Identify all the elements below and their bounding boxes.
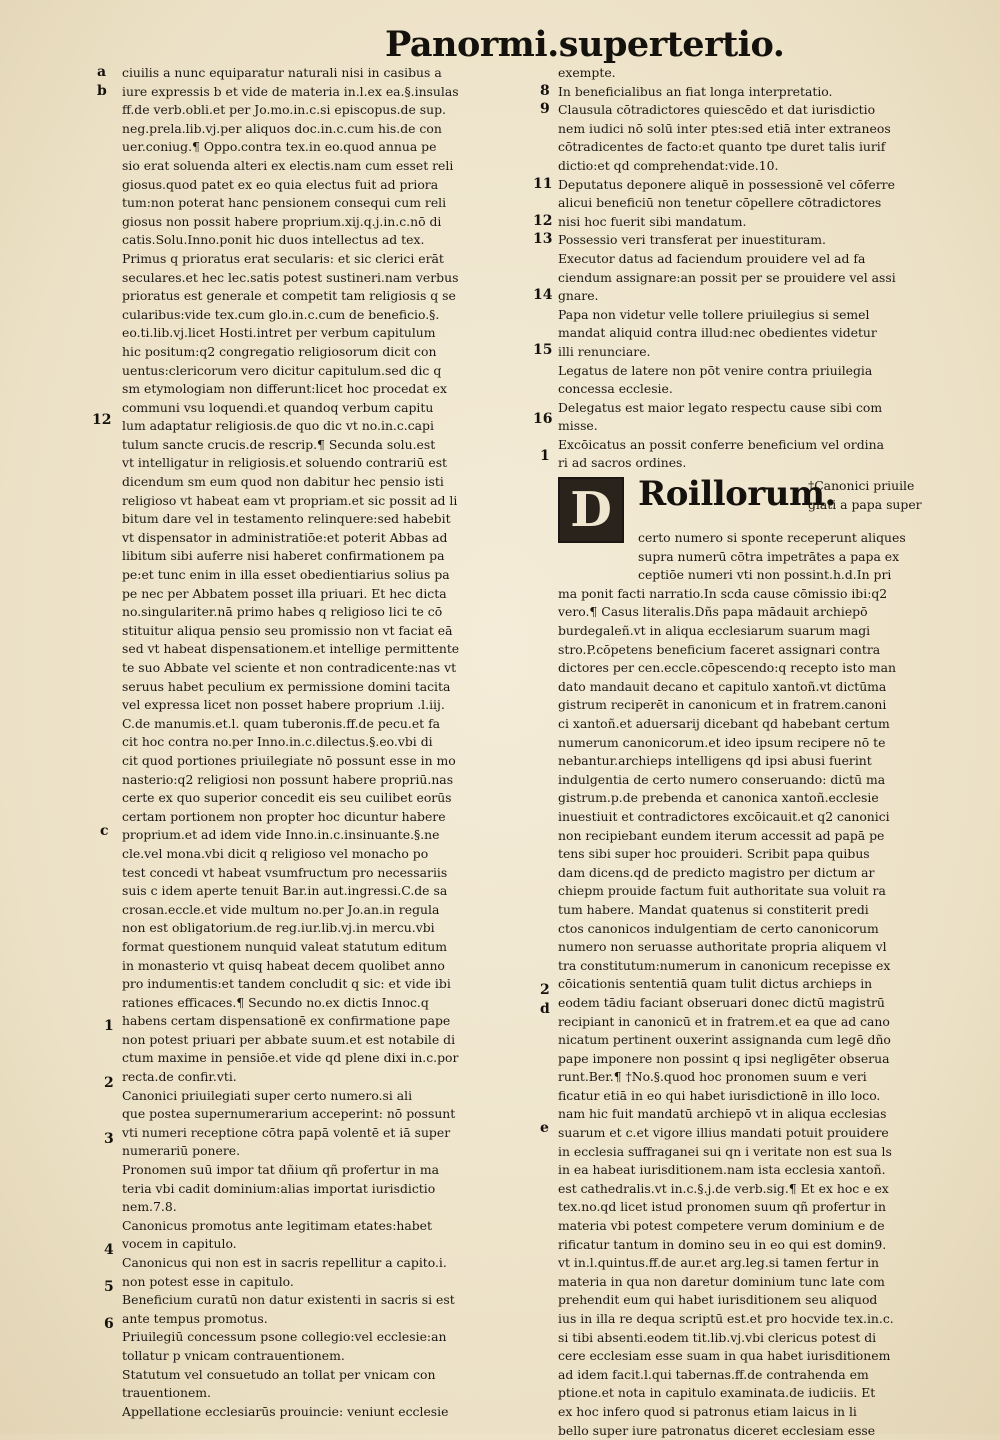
text-line: suis c idem aperte tenuit Bar.in aut.ingressi.C.de sa <box>122 883 448 899</box>
text-line: tex.no.qd licet istud pronomen suum qñ profertur in <box>558 1199 887 1215</box>
text-line: giosus non possit habere proprium.xij.q.j.in.c.nō di <box>122 213 442 229</box>
margin-mark-16: 16 <box>533 411 553 427</box>
text-line: certam portionem non propter hoc dicuntur habere <box>122 808 446 824</box>
text-line: ctos canonicos indulgentiam de certo canonicorum <box>558 920 879 936</box>
summary-line: supra numerū cōtra impetrātes a papa ex <box>638 548 900 564</box>
text-line: dictores per cen.eccle.cōpescendo:q recepto isto man <box>558 660 896 676</box>
margin-mark-2: 2 <box>104 1075 114 1091</box>
right-summaries <box>558 64 958 473</box>
text-line: cōicationis sententiā quam tulit dictus archieps in <box>558 976 873 992</box>
right-column <box>558 64 958 1440</box>
summary-line: teria vbi cadit dominium:alias importat iurisdictio <box>122 1180 436 1196</box>
text-line: neg.prela.lib.vj.per aliquos doc.in.c.cum his.de con <box>122 120 442 136</box>
text-line: ius in illa re dequa scriptū est.et pro hocvide tex.in.c. <box>558 1311 894 1326</box>
summary-line: ri ad sacros ordines. <box>558 455 687 471</box>
text-line: burdegaleñ.vt in aliqua ecclesiarum suarum magi <box>558 623 871 639</box>
text-line: non est obligatorium.de reg.iur.lib.vj.in mercu.vbi <box>122 920 435 936</box>
margin-mark-14: 14 <box>533 287 553 303</box>
margin-mark-9: 9 <box>540 101 550 117</box>
text-line: stituitur aliqua pensio seu promissio non vt faciat eā <box>122 622 453 638</box>
text-line: tulum sancte crucis.de rescrip.¶ Secunda solu.est <box>122 436 436 452</box>
summary-line: Executor datus ad faciendum prouidere vel ad fa <box>558 250 866 266</box>
text-line: cit quod portiones priuilegiate nō possunt esse in mo <box>122 752 456 768</box>
text-line: vt intelligatur in religiosis.et soluendo contrariū est <box>122 455 448 471</box>
text-line: eodem tādiu faciant obseruari donec dictū magistrū <box>558 994 885 1010</box>
margin-mark-b: b <box>97 83 107 99</box>
margin-mark-d: d <box>540 1001 550 1017</box>
summary-line: cōtradicentes de facto:et quanto tpe duret talis iurif <box>558 139 886 155</box>
text-line: dam dicens.qd de predicto magistro per dictum ar <box>558 864 875 880</box>
text-line: vel expressa licet non posset habere proprium .l.iij. <box>122 697 445 713</box>
summary-line: gnare. <box>558 288 599 304</box>
margin-mark-2-right: 2 <box>540 982 550 998</box>
rubric-heading-row <box>558 473 958 549</box>
text-line: materia vbi potest competere verum dominium e de <box>558 1218 885 1234</box>
summary-line: Delegatus est maior legato respectu cause sibi com <box>558 399 883 415</box>
text-line: est cathedralis.vt in.c.§.j.de verb.sig.¶ Et ex hoc e ex <box>558 1180 889 1196</box>
summary-line: dictio:et qd comprehendat:vide.10. <box>558 157 779 173</box>
text-line: bello super iure patronatus diceret ecclesiam esse <box>558 1422 876 1438</box>
text-line: gistrum.p.de prebenda et canonica xantoñ.ecclesie <box>558 790 879 806</box>
text-line: proprium.et ad idem vide Inno.in.c.insinuante.§.ne <box>122 827 440 843</box>
summary-line: vocem in capitulo. <box>122 1236 237 1252</box>
summary-line: vti numeri receptione cōtra papā volentē et iā super <box>122 1124 451 1140</box>
left-column <box>122 64 538 1421</box>
right-commentary <box>558 585 958 1440</box>
text-line: ficatur etiā in eo qui habet iurisdictionē in illo loco. <box>558 1087 881 1103</box>
margin-mark-1: 1 <box>104 1018 114 1034</box>
text-line: ci xantoñ.et aduersarij dicebant qd habebant certum <box>558 716 890 731</box>
text-line: tum:non poterat hanc pensionem consequi cum reli <box>122 195 447 211</box>
text-line: ctum maxime in pensiōe.et vide qd plene dixi in.c.por <box>122 1050 459 1066</box>
text-line: ptione.et nota in capitulo examinata.de iudiciis. Et <box>558 1385 876 1401</box>
summary-line: ante tempus promotus. <box>122 1310 268 1326</box>
margin-mark-12-right: 12 <box>533 213 553 229</box>
text-line: eo.ti.lib.vj.licet Hosti.intret per verbum capitulum <box>122 325 436 341</box>
summary-line: exempte. <box>558 65 616 80</box>
text-line: vero.¶ Casus literalis.Dñs papa mādauit archiepō <box>558 604 868 620</box>
summary-line: Excōicatus an possit conferre beneficium vel ordina <box>558 436 884 452</box>
summary-line: non potest esse in capitulo. <box>122 1273 294 1289</box>
margin-mark-5: 5 <box>104 1279 114 1295</box>
summary-line: ciendum assignare:an possit per se prouidere vel assi <box>558 269 896 285</box>
text-line: rationes efficaces.¶ Secundo no.ex dictis Innoc.q <box>122 994 429 1010</box>
text-line: in ecclesia suffraganei sui qn i veritate non est sua ls <box>558 1143 892 1159</box>
margin-mark-13: 13 <box>533 231 553 247</box>
text-line: religioso vt habeat eam vt propriam.et sic possit ad li <box>122 492 458 508</box>
summary-line: Appellatione ecclesiarūs prouincie: veniunt ecclesie <box>122 1403 449 1419</box>
summary-line: Beneficium curatū non datur existenti in sacris si est <box>122 1292 455 1308</box>
text-line: runt.Ber.¶ †No.§.quod hoc pronomen suum e veri <box>558 1069 867 1085</box>
text-line: bitum dare vel in testamento relinquere:sed habebit <box>122 511 451 527</box>
text-line: tens sibi super hoc prouideri. Scribit papa quibus <box>558 846 870 862</box>
text-line: chiepm prouide factum fuit authoritate sua voluit ra <box>558 883 886 899</box>
text-line: cle.vel mona.vbi dicit q religioso vel monacho po <box>122 845 429 861</box>
text-line: ma ponit facti narratio.In scda cause cōmissio ibi:q2 <box>558 585 888 601</box>
margin-mark-4: 4 <box>104 1242 114 1258</box>
summary-line: nem.7.8. <box>122 1199 177 1215</box>
text-line: inuestiuit et contradictores excōicauit.et q2 canonici <box>558 808 890 824</box>
text-line: uentus:clericorum vero dicitur capitulum.sed dic q <box>122 362 442 378</box>
left-commentary <box>122 64 538 1087</box>
text-line: test concedi vt habeat vsumfructum pro necessariis <box>122 864 448 880</box>
text-line: C.de manumis.et.l. quam tuberonis.ff.de pecu.et fa <box>122 715 441 731</box>
text-line: recta.de confir.vti. <box>122 1069 237 1085</box>
text-line: sed vt habeat dispensationem.et intellige permittente <box>122 641 460 657</box>
text-line: hic positum:q2 congregatio religiosorum dicit con <box>122 343 437 359</box>
left-summaries <box>122 1087 538 1422</box>
summary-line: giati a papa super <box>808 496 922 512</box>
summary-line: Canonicus qui non est in sacris repellitur a capito.i. <box>122 1255 447 1270</box>
summary-line: ceptiōe numeri vti non possint.h.d.In pri <box>638 567 892 583</box>
text-line: communi vsu loquendi.et quandoq verbum capitu <box>122 399 434 415</box>
summary-line: Statutum vel consuetudo an tollat per vnicam con <box>122 1366 436 1382</box>
margin-mark-c: c <box>100 823 109 839</box>
margin-mark-6: 6 <box>104 1316 114 1332</box>
text-line: in ea habeat iurisditionem.nam ista ecclesia xantoñ. <box>558 1162 886 1178</box>
text-line: gistrum reciperēt in canonicum et in fratrem.canoni <box>558 697 887 713</box>
text-line: catis.Solu.Inno.ponit hic duos intellectus ad tex. <box>122 232 425 248</box>
margin-mark-e: e <box>540 1120 549 1136</box>
text-line: recipiant in canonicū et in fratrem.et ea que ad cano <box>558 1013 890 1029</box>
text-line: uer.coniug.¶ Oppo.contra tex.in eo.quod annua pe <box>122 139 437 155</box>
text-line: si tibi absenti.eodem tit.lib.vj.vbi clericus potest di <box>558 1329 877 1345</box>
summary-line: Deputatus deponere aliquē in possessionē vel cōferre <box>558 176 895 192</box>
text-line: nebantur.archieps intelligens qd ipsi abusi fuerint <box>558 753 872 769</box>
text-line: pape imponere non possint q ipsi negligēter obserua <box>558 1050 890 1066</box>
text-line: vt dispensator in administratiōe:et poterit Abbas ad <box>122 529 448 545</box>
summary-line: trauentionem. <box>122 1385 211 1401</box>
summary-line: nisi hoc fuerit sibi mandatum. <box>558 213 747 229</box>
rubric-heading: Roillorum. <box>638 474 836 515</box>
margin-mark-11: 11 <box>533 176 553 192</box>
text-line: crosan.eccle.et vide multum no.per Jo.an.in regula <box>122 901 440 917</box>
text-line: format questionem nunquid valeat statutum editum <box>122 938 447 954</box>
text-line: te suo Abbate vel sciente et non contradicente:nas vt <box>122 660 457 675</box>
text-line: pe:et tunc enim in illa esset obedientiarius solius pa <box>122 567 450 583</box>
page-header: Panormi.supertertio. <box>385 24 785 65</box>
text-line: non recipiebant eundem iterum accessit ad papā pe <box>558 827 885 843</box>
text-line: dato mandauit decano et capitulo xantoñ.vt dictūma <box>558 678 887 694</box>
text-line: pe nec per Abbatem posset illa priuari. Et hec dicta <box>122 585 447 601</box>
summary-line: numerariū ponere. <box>122 1143 241 1159</box>
summary-line: †Canonici priuile <box>808 478 915 494</box>
text-line: cit hoc contra no.per Inno.in.c.dilectus.§.eo.vbi di <box>122 734 433 750</box>
summary-line: certo numero si sponte receperunt aliques <box>638 530 906 546</box>
text-line: cularibus:vide tex.cum glo.in.c.cum de beneficio.§. <box>122 306 440 322</box>
summary-line: illi renunciare. <box>558 343 651 359</box>
text-line: rificatur tantum in domino seu in eo qui est domin9. <box>558 1236 887 1252</box>
text-line: nicatum pertinent ouxerint assignanda cum legē dño <box>558 1032 891 1048</box>
summary-line: Possessio veri transferat per inuestituram. <box>558 232 826 248</box>
text-line: seculares.et hec lec.satis potest sustineri.nam verbus <box>122 269 459 285</box>
text-line: seruus habet peculium ex permissione domini tacita <box>122 678 451 694</box>
summary-line: que postea supernumerarium acceperint: nō possunt <box>122 1106 456 1122</box>
text-line: habens certam dispensationē ex confirmatione pape <box>122 1013 451 1029</box>
summary-line: Priuilegiū concessum psone collegio:vel ecclesie:an <box>122 1329 447 1345</box>
summary-line: misse. <box>558 418 598 434</box>
margin-mark-1-right: 1 <box>540 448 550 464</box>
summary-line: In beneficialibus an fiat longa interpretatio. <box>558 83 833 99</box>
text-line: stro.P.cōpetens beneficium faceret assignari contra <box>558 641 881 657</box>
text-line: Primus q prioratus erat secularis: et sic clerici erāt <box>122 250 444 266</box>
text-line: sio erat soluenda alteri ex electis.nam cum esset reli <box>122 157 454 173</box>
text-line: libitum sibi auferre nisi haberet confirmationem pa <box>122 548 445 564</box>
text-line: iure expressis b et vide de materia in.l.ex ea.§.insulas <box>122 83 459 99</box>
text-line: tum habere. Mandat quatenus si constiterit predi <box>558 901 869 917</box>
summary-line: Clausula cōtradictores quiescēdo et dat iurisdictio <box>558 102 876 118</box>
text-line: no.singulariter.nā primo habes q religioso lici te cō <box>122 604 443 620</box>
text-line: prehendit eum qui habet iurisditionem seu aliquod <box>558 1292 878 1308</box>
text-line: pro indumentis:et tandem concludit q sic: et vide ibi <box>122 976 451 992</box>
summary-line: nem iudici nō solū inter ptes:sed etiā inter extraneos <box>558 120 891 136</box>
margin-mark-15: 15 <box>533 342 553 358</box>
summary-line: Papa non videtur velle tollere priuilegius si semel <box>558 306 870 322</box>
margin-mark-3: 3 <box>104 1131 114 1147</box>
text-line: certe ex quo superior concedit eis seu cuilibet eorūs <box>122 790 452 806</box>
text-line: sm etymologiam non differunt:licet hoc procedat ex <box>122 381 447 397</box>
summary-line: concessa ecclesie. <box>558 381 673 397</box>
text-line: numero non seruasse authoritate propria aliquem vl <box>558 939 887 955</box>
text-line: ex hoc infero quod si patronus etiam laicus in li <box>558 1403 857 1419</box>
text-line: ciuilis a nunc equiparatur naturali nisi in casibus a <box>122 65 442 80</box>
text-line: in monasterio vt quisq habeat decem quolibet anno <box>122 957 445 973</box>
text-line: non potest priuari per abbate suum.et est notabile di <box>122 1031 456 1047</box>
summary-line: mandat aliquid contra illud:nec obedientes videtur <box>558 325 877 341</box>
text-line: nasterio:q2 religiosi non possunt habere propriū.nas <box>122 771 454 787</box>
rubric-summary-start <box>808 477 968 514</box>
text-line: dicendum sm eum quod non dabitur hec pensio isti <box>122 474 444 490</box>
text-line: suarum et c.et vigore illius mandati potuit prouidere <box>558 1125 889 1141</box>
text-line: vt in.l.quintus.ff.de aur.et arg.leg.si tamen fertur in <box>558 1255 880 1271</box>
text-line: indulgentia de certo numero conseruando: dictū ma <box>558 771 886 787</box>
text-line: prioratus est generale et competit tam religiosis q se <box>122 288 456 304</box>
text-line: nam hic fuit mandatū archiepō vt in aliqua ecclesias <box>558 1106 887 1122</box>
text-line: numerum canonicorum.et ideo ipsum recipere nō te <box>558 734 886 750</box>
text-line: ff.de verb.obli.et per Jo.mo.in.c.si episcopus.de sup. <box>122 102 446 118</box>
summary-line: Pronomen suū impor tat dñium qñ profertur in ma <box>122 1162 440 1178</box>
margin-mark-8: 8 <box>540 83 550 99</box>
text-line: ad idem facit.l.qui tabernas.ff.de contrahenda em <box>558 1366 869 1382</box>
summary-line: alicui beneficiū non tenetur cōpellere cōtradictores <box>558 195 882 211</box>
margin-mark-a: a <box>97 64 107 80</box>
summary-line: Legatus de latere non pōt venire contra priuilegia <box>558 362 873 378</box>
text-line: tra constitutum:numerum in canonicum recepisse ex <box>558 957 891 973</box>
text-line: cere ecclesiam esse suam in qua habet iurisditionem <box>558 1348 891 1364</box>
text-line: giosus.quod patet ex eo quia electus fuit ad priora <box>122 176 439 192</box>
summary-line: Canonicus promotus ante legitimam etates:habet <box>122 1217 432 1233</box>
text-line: materia in qua non daretur dominium tunc late com <box>558 1273 885 1289</box>
summary-line: tollatur p vnicam contrauentionem. <box>122 1347 345 1363</box>
text-line: lum adaptatur religiosis.de quo dic vt no.in.c.capi <box>122 418 434 434</box>
margin-mark-12: 12 <box>92 412 112 428</box>
summary-line: Canonici priuilegiati super certo numero.si ali <box>122 1087 413 1103</box>
decorated-initial: D <box>558 477 624 543</box>
